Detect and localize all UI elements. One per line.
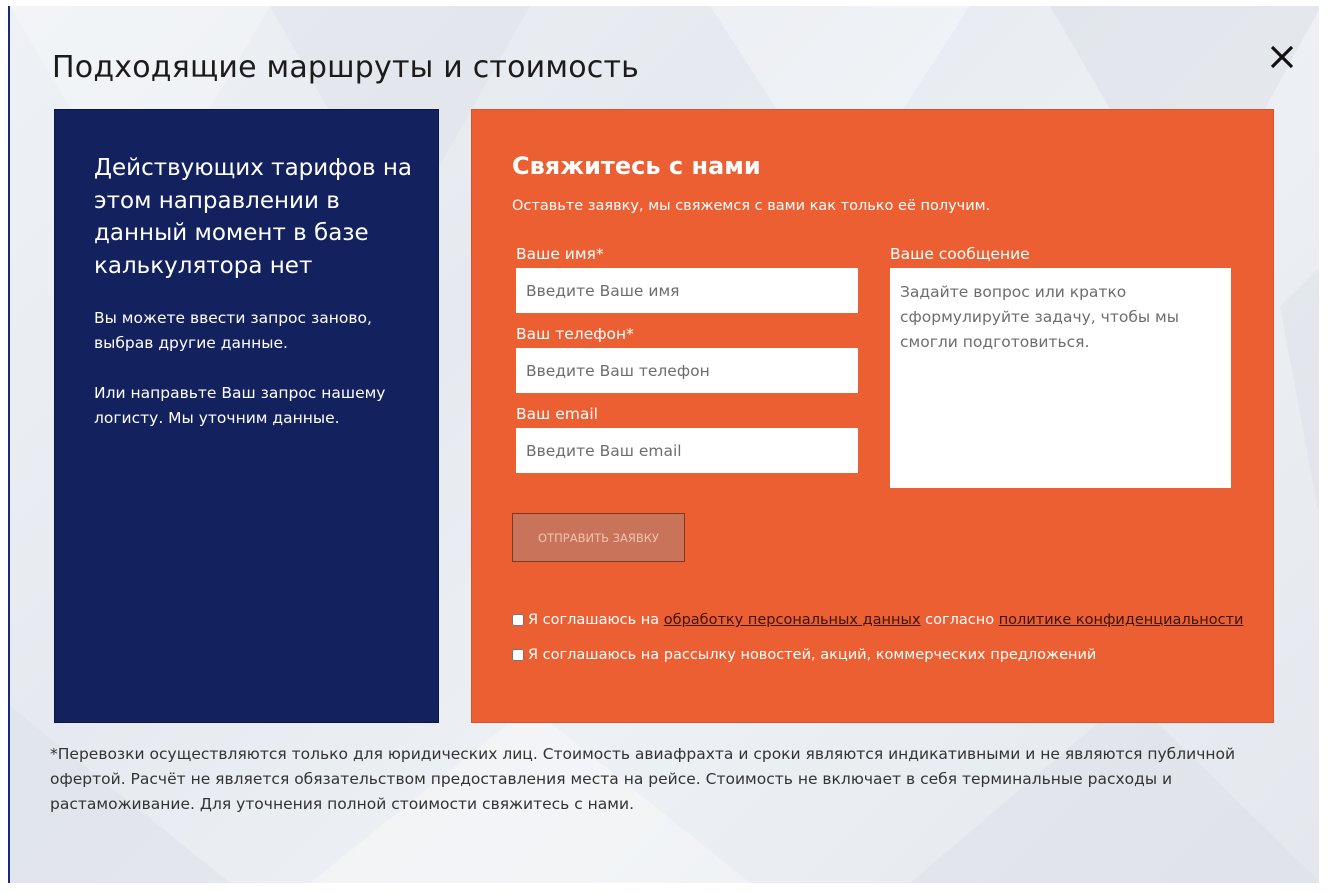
no-tariffs-panel — [54, 109, 439, 723]
retry-hint: Вы можете ввести запрос заново, выбрав другие данные. — [94, 309, 372, 352]
email-field[interactable] — [516, 428, 858, 473]
disclaimer-footnote: *Перевозки осуществляются только для юридических лиц. Стоимость авиафрахта и сроки являются индикативными и не являются публичной офертой. Расчёт не является обязательством предоставления места на рейсе. Стоимость не включает в себя терминальные расходы и растаможивание. Для уточнения полной стоимости свяжитесь с нами. — [50, 745, 1236, 813]
name-label: Ваше имя* — [516, 245, 604, 263]
consent-newsletter-text: Я соглашаюсь на рассылку новостей, акций, коммерческих предложений — [528, 647, 1097, 663]
consent-prefix: Я соглашаюсь на — [528, 612, 664, 628]
contact-heading: Свяжитесь с нами — [512, 152, 761, 180]
name-field[interactable] — [516, 268, 858, 313]
submit-button[interactable]: ОТПРАВИТЬ ЗАЯВКУ — [512, 513, 685, 562]
contact-form-panel — [471, 109, 1274, 723]
consent-personal-data[interactable] — [512, 612, 1243, 628]
message-label: Ваше сообщение — [890, 245, 1030, 263]
phone-field[interactable] — [516, 348, 858, 393]
routes-modal — [8, 6, 1319, 883]
modal-title: Подходящие маршруты и стоимость — [52, 50, 639, 85]
consent-middle: согласно — [920, 612, 999, 628]
close-icon[interactable] — [1267, 42, 1297, 72]
personal-data-link[interactable]: обработку персональных данных — [663, 612, 921, 628]
privacy-policy-link[interactable]: политике конфиденциальности — [998, 612, 1244, 628]
phone-label: Ваш телефон* — [516, 325, 634, 343]
consent-newsletter-checkbox[interactable] — [512, 649, 524, 661]
consent-newsletter[interactable] — [512, 647, 1096, 663]
message-field[interactable] — [890, 268, 1231, 488]
consent-personal-data-checkbox[interactable] — [512, 614, 524, 626]
no-tariffs-heading: Действующих тарифов на этом направлении в данный момент в базе калькулятора нет — [94, 155, 412, 279]
logist-hint: Или направьте Ваш запрос нашему логисту. Мы уточним данные. — [94, 384, 386, 427]
email-label: Ваш email — [516, 405, 598, 423]
close-button[interactable] — [1267, 42, 1297, 72]
contact-subheading: Оставьте заявку, мы свяжемся с вами как только её получим. — [512, 198, 991, 214]
